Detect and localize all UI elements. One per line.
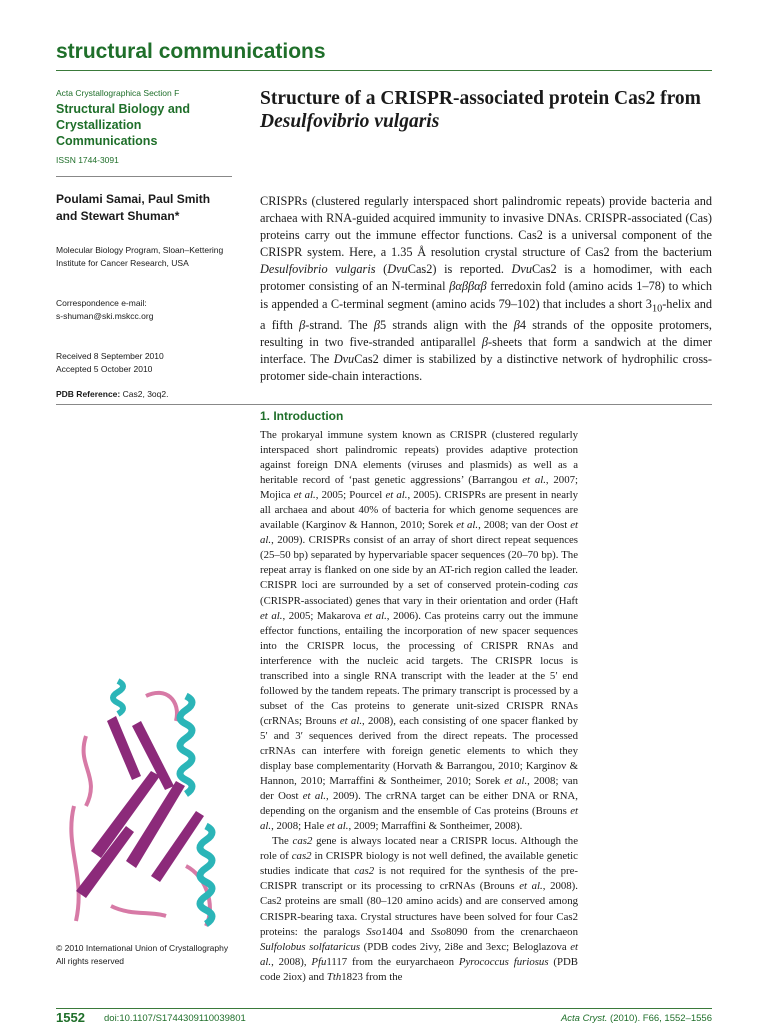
- coil-segment: [146, 693, 177, 721]
- affiliation: Molecular Biology Program, Sloan–Kettering Institute for Cancer Research, USA: [56, 245, 224, 268]
- accepted-date: Accepted 5 October 2010: [56, 364, 153, 374]
- introduction-body: [260, 428, 578, 985]
- alpha-helix: [180, 696, 192, 794]
- pdb-reference-label: PDB Reference:: [56, 389, 121, 399]
- pdb-reference: [56, 389, 168, 399]
- alpha-helix: [113, 681, 123, 714]
- author-list: Poulami Samai, Paul Smith and Stewart Shuman*: [56, 192, 211, 223]
- journal-series: Acta Crystallographica Section F: [56, 88, 180, 98]
- copyright-notice: [56, 942, 246, 968]
- journal-citation: Acta Cryst. (2010). F66, 1552–1556: [560, 1013, 712, 1024]
- pdb-reference-value[interactable]: Cas2, 3oq2.: [122, 389, 169, 399]
- section-header: structural communications: [56, 40, 326, 63]
- journal-name: Structural Biology and Crystallization Communications: [56, 102, 191, 148]
- page-number: 1552: [56, 1010, 85, 1025]
- paragraph: The prokaryal immune system known as CRISPR (clustered regularly interspaced short palindromic repeats) provides adaptive protection against foreign DNA elements (viruses and plasmids) as well as a heritable record of ‘past genetic aggressions’ (Barrangou et al., 2007; Mojica et al., 2005; Pourcel et al., 2005). CRISPRs are present in nearly all archaea and about 40% of bacteria for which genome sequences are available (Karginov & Hannon, 2010; Sorek et al., 2008; van der Oost et al., 2009). CRISPRs consist of an array of short direct repeat sequences (25–50 bp) separated by hypervariable spacer sequences (20–70 bp). The repeat array is flanked on one side by an AT-rich region called the leader. CRISPR loci are surrounded by a set of conserved protein-coding cas (CRISPR-associated) genes that vary in their orientation and order (Haft et al., 2005; Makarova et al., 2006). Cas proteins carry out the immune effector functions, entailing the incorporation of new spacer sequences into the CRISPR locus, the processing of CRISPR RNAs and interference with the nucleic acid targets. The CRISPR locus is transcribed into a single RNA transcript with the leader at the 5′ end followed by the tandem repeats. The primary transcript is processed by a subset of the Cas proteins to generate unit-sized CRISPR RNAs (crRNAs; Brouns et al., 2008), each consisting of one spacer flanked by 5′ and 3′ sequences derived from the direct repeats. The processed crRNAs can interfere with foreign genetic elements to which they display base complementarity (Horvath & Barrangou, 2010; Karginov & Hannon, 2010; Marraffini & Sontheimer, 2010; Sorek et al., 2008; van der Oost et al., 2009). The crRNA target can be either DNA or RNA, depending on the organism and the ensemble of Cas proteins (Brouns et al., 2008; Hale et al., 2009; Marraffini & Sontheimer, 2008).: [260, 429, 579, 833]
- article-title: [260, 87, 720, 133]
- correspondence-label: Correspondence e-mail:: [56, 298, 147, 308]
- alpha-helix: [200, 826, 212, 924]
- doi[interactable]: doi:10.1107/S1744309110039801: [104, 1013, 246, 1024]
- issn: ISSN 1744-3091: [56, 155, 119, 165]
- abstract: CRISPRs (clustered regularly interspaced short palindromic repeats) provide bacteria and archaea with RNA-guided acquired immunity to invasive DNAs. CRISPR-associated (Cas) proteins carry out the immune effector functions. Cas2 is a universal component of the CRISPR system. Here, a 1.35 Å resolution crystal structure of Cas2 from the bacterium Desulfovibrio vulgaris (DvuCas2) is reported. DvuCas2 is a homodimer, with each protomer consisting of an N-terminal βαββαβ ferredoxin fold (amino acids 1–78) to which is appended a C-terminal segment (amino acids 79–102) that includes a short $3_{10}$-helix and a fifth β-strand. The β5 strands align with the β4 strands of the opposite protomers, resulting in two five-stranded antiparallel β-sheets that form a sandwich at the dimer interface. The DvuCas2 dimer is stabilized by a distinctive network of hydrophilic cross-protomer side-chain interactions.: [260, 194, 712, 384]
- header-rule: [56, 70, 712, 71]
- copyright-line: © 2010 International Union of Crystallography: [56, 943, 229, 953]
- title-line1: Structure of a CRISPR-associated protein Cas2 from: [260, 88, 701, 109]
- section-heading-introduction: 1. Introduction: [260, 409, 344, 423]
- protein-structure-figure: [56, 676, 236, 936]
- divider: [56, 176, 232, 177]
- paragraph: The cas2 gene is always located near a CRISPR locus. Although the role of cas2 in CRISPR biology is not well defined, the available genetic studies indicate that cas2 is not required for the synthesis of the pre-CRISPR transcript or its processing to crRNAs (Brouns et al., 2008). Cas2 proteins are small (80–120 amino acids) and are conserved among CRISPR-bearing taxa. Crystal structures have been solved for four Cas2 proteins: the paralogs Sso1404 and Sso8090 from the crenarchaeon Sulfolobus solfataricus (PDB codes 2ivy, 2i8e and 3exc; Beloglazova et al., 2008), Pfu1117 from the euryarchaeon Pyrococcus furiosus (PDB code 2iox) and Tth1823 from the: [260, 835, 578, 983]
- copyright-line: All rights reserved: [56, 956, 125, 966]
- divider: [56, 404, 712, 405]
- coil-segment: [111, 906, 166, 916]
- coil-segment: [71, 806, 78, 921]
- received-date: Received 8 September 2010: [56, 351, 164, 361]
- footer-rule: [56, 1008, 712, 1009]
- correspondence-email[interactable]: s-shuman@ski.mskcc.org: [56, 311, 154, 321]
- coil-segment: [84, 736, 91, 806]
- title-organism: Desulfovibrio vulgaris: [260, 111, 440, 132]
